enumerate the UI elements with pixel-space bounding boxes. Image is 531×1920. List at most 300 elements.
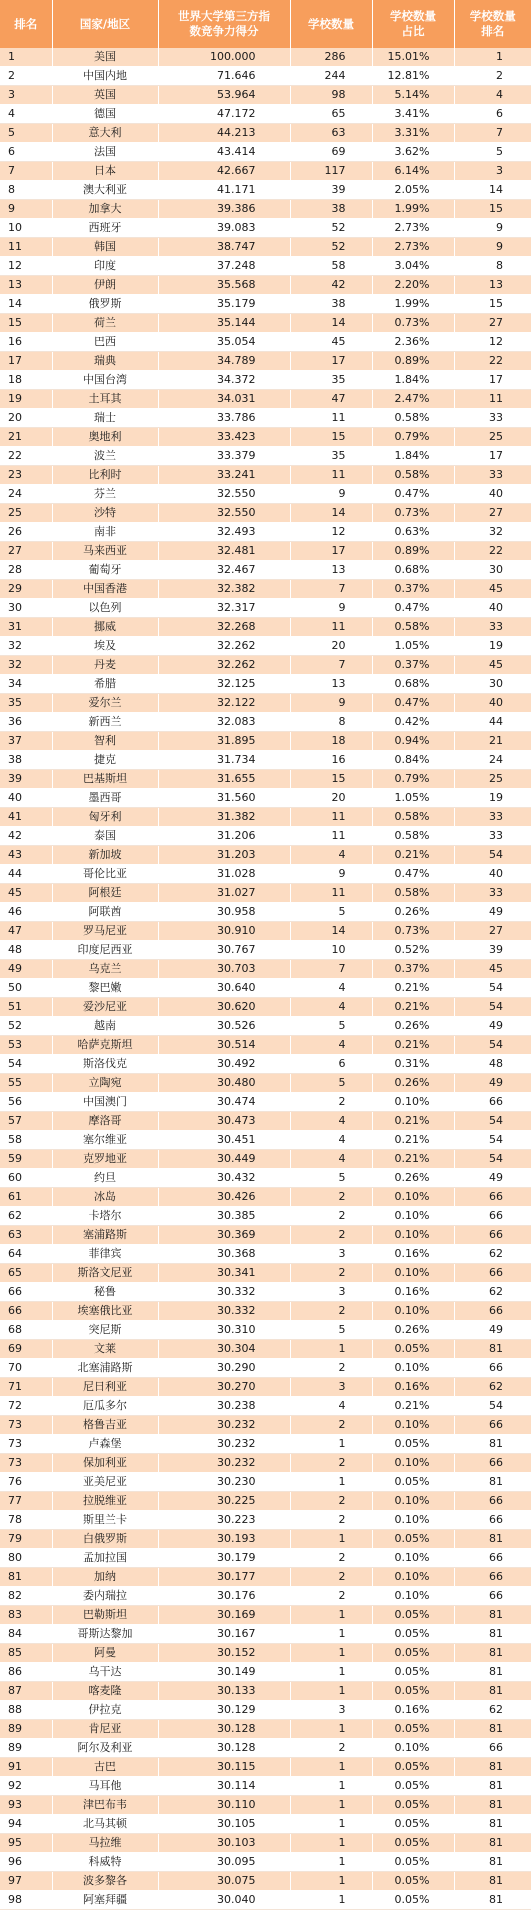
table-row [0, 1017, 531, 1036]
table-row [0, 276, 531, 295]
school-count-cell: 45 [290, 333, 372, 352]
region-cell: 乌干达 [52, 1663, 158, 1682]
school-count-cell: 1 [290, 1815, 372, 1834]
school-count-rank-cell: 81 [454, 1834, 531, 1853]
rank-cell: 65 [0, 1264, 52, 1283]
score-cell: 30.095 [158, 1853, 290, 1872]
school-count-rank-cell: 81 [454, 1853, 531, 1872]
region-cell: 约旦 [52, 1169, 158, 1188]
school-count-rank-cell: 40 [454, 485, 531, 504]
region-cell: 阿曼 [52, 1644, 158, 1663]
rank-cell: 68 [0, 1321, 52, 1340]
school-count-rank-cell: 49 [454, 1321, 531, 1340]
school-share-cell: 1.99% [372, 200, 454, 219]
score-cell: 30.480 [158, 1074, 290, 1093]
score-cell: 30.910 [158, 922, 290, 941]
school-count-cell: 2 [290, 1226, 372, 1245]
table-row [0, 1397, 531, 1416]
score-cell: 30.232 [158, 1435, 290, 1454]
school-count-cell: 6 [290, 1055, 372, 1074]
region-cell: 加纳 [52, 1568, 158, 1587]
school-count-cell: 69 [290, 143, 372, 162]
school-share-cell: 15.01% [372, 48, 454, 67]
school-share-cell: 0.10% [372, 1188, 454, 1207]
region-cell: 阿尔及利亚 [52, 1739, 158, 1758]
header-pct-line2: 占比 [401, 24, 425, 38]
table-row [0, 979, 531, 998]
table-row [0, 1207, 531, 1226]
school-count-rank-cell: 66 [454, 1549, 531, 1568]
region-cell: 埃塞俄比亚 [52, 1302, 158, 1321]
score-cell: 30.193 [158, 1530, 290, 1549]
school-count-cell: 12 [290, 523, 372, 542]
school-count-rank-cell: 22 [454, 542, 531, 561]
region-cell: 罗马尼亚 [52, 922, 158, 941]
score-cell: 30.432 [158, 1169, 290, 1188]
table-row [0, 105, 531, 124]
school-count-rank-cell: 30 [454, 561, 531, 580]
table-row [0, 637, 531, 656]
school-count-cell: 14 [290, 504, 372, 523]
school-count-rank-cell: 9 [454, 238, 531, 257]
table-row [0, 1701, 531, 1720]
school-count-cell: 14 [290, 314, 372, 333]
table-row [0, 770, 531, 789]
school-count-rank-cell: 3 [454, 162, 531, 181]
table-row [0, 561, 531, 580]
region-cell: 新西兰 [52, 713, 158, 732]
score-cell: 30.238 [158, 1397, 290, 1416]
school-count-cell: 2 [290, 1568, 372, 1587]
rank-cell: 88 [0, 1701, 52, 1720]
rank-cell: 56 [0, 1093, 52, 1112]
school-share-cell: 0.10% [372, 1492, 454, 1511]
school-share-cell: 0.79% [372, 770, 454, 789]
school-share-cell: 0.05% [372, 1872, 454, 1891]
score-cell: 34.372 [158, 371, 290, 390]
school-share-cell: 0.31% [372, 1055, 454, 1074]
score-cell: 34.789 [158, 352, 290, 371]
school-share-cell: 0.10% [372, 1549, 454, 1568]
school-count-cell: 17 [290, 352, 372, 371]
school-count-cell: 20 [290, 789, 372, 808]
school-share-cell: 1.05% [372, 789, 454, 808]
school-count-rank-cell: 14 [454, 181, 531, 200]
score-cell: 30.341 [158, 1264, 290, 1283]
school-share-cell: 0.73% [372, 922, 454, 941]
school-share-cell: 0.05% [372, 1663, 454, 1682]
school-share-cell: 0.10% [372, 1093, 454, 1112]
score-cell: 32.317 [158, 599, 290, 618]
score-cell: 31.203 [158, 846, 290, 865]
table-row [0, 1720, 531, 1739]
region-cell: 葡萄牙 [52, 561, 158, 580]
school-share-cell: 0.84% [372, 751, 454, 770]
school-count-cell: 2 [290, 1587, 372, 1606]
rank-cell: 96 [0, 1853, 52, 1872]
school-count-cell: 15 [290, 428, 372, 447]
school-count-rank-cell: 66 [454, 1188, 531, 1207]
region-cell: 以色列 [52, 599, 158, 618]
school-share-cell: 0.52% [372, 941, 454, 960]
region-cell: 摩洛哥 [52, 1112, 158, 1131]
school-count-cell: 98 [290, 86, 372, 105]
header-pct-line1: 学校数量 [390, 9, 436, 23]
region-cell: 南非 [52, 523, 158, 542]
region-cell: 越南 [52, 1017, 158, 1036]
rank-cell: 71 [0, 1378, 52, 1397]
score-cell: 30.368 [158, 1245, 290, 1264]
rank-cell: 93 [0, 1796, 52, 1815]
school-count-cell: 2 [290, 1416, 372, 1435]
school-count-rank-cell: 33 [454, 808, 531, 827]
rank-cell: 5 [0, 124, 52, 143]
region-cell: 尼日利亚 [52, 1378, 158, 1397]
school-share-cell: 0.58% [372, 409, 454, 428]
table-row [0, 1530, 531, 1549]
table-row [0, 390, 531, 409]
region-cell: 津巴布韦 [52, 1796, 158, 1815]
score-cell: 30.474 [158, 1093, 290, 1112]
region-cell: 哈萨克斯坦 [52, 1036, 158, 1055]
rank-cell: 19 [0, 390, 52, 409]
rank-cell: 42 [0, 827, 52, 846]
header-region [52, 0, 158, 48]
school-count-cell: 9 [290, 865, 372, 884]
school-count-cell: 63 [290, 124, 372, 143]
region-cell: 日本 [52, 162, 158, 181]
school-share-cell: 0.94% [372, 732, 454, 751]
school-count-cell: 1 [290, 1625, 372, 1644]
table-row [0, 257, 531, 276]
school-count-cell: 2 [290, 1549, 372, 1568]
rank-cell: 83 [0, 1606, 52, 1625]
score-cell: 30.385 [158, 1207, 290, 1226]
score-cell: 30.526 [158, 1017, 290, 1036]
table-row [0, 1188, 531, 1207]
school-count-cell: 35 [290, 447, 372, 466]
region-cell: 中国台湾 [52, 371, 158, 390]
school-share-cell: 0.05% [372, 1834, 454, 1853]
score-cell: 30.225 [158, 1492, 290, 1511]
score-cell: 30.176 [158, 1587, 290, 1606]
score-cell: 31.734 [158, 751, 290, 770]
score-cell: 30.449 [158, 1150, 290, 1169]
table-row [0, 1112, 531, 1131]
school-count-rank-cell: 25 [454, 428, 531, 447]
school-count-rank-cell: 45 [454, 960, 531, 979]
table-row [0, 580, 531, 599]
header-count-rank-line1: 学校数量 [469, 9, 516, 23]
rank-cell: 32 [0, 637, 52, 656]
region-cell: 阿塞拜疆 [52, 1891, 158, 1910]
table-row [0, 789, 531, 808]
score-cell: 41.171 [158, 181, 290, 200]
school-count-cell: 1 [290, 1340, 372, 1359]
table-row [0, 504, 531, 523]
rank-cell: 98 [0, 1891, 52, 1910]
school-count-rank-cell: 25 [454, 770, 531, 789]
school-count-rank-cell: 32 [454, 523, 531, 542]
score-cell: 30.304 [158, 1340, 290, 1359]
rank-cell: 89 [0, 1720, 52, 1739]
score-cell: 30.310 [158, 1321, 290, 1340]
school-share-cell: 2.73% [372, 238, 454, 257]
region-cell: 马耳他 [52, 1777, 158, 1796]
score-cell: 30.640 [158, 979, 290, 998]
score-cell: 30.177 [158, 1568, 290, 1587]
rank-cell: 72 [0, 1397, 52, 1416]
school-share-cell: 0.79% [372, 428, 454, 447]
school-count-rank-cell: 66 [454, 1511, 531, 1530]
region-cell: 塞浦路斯 [52, 1226, 158, 1245]
school-share-cell: 3.62% [372, 143, 454, 162]
school-count-rank-cell: 66 [454, 1739, 531, 1758]
school-count-cell: 2 [290, 1739, 372, 1758]
rank-cell: 41 [0, 808, 52, 827]
score-cell: 32.262 [158, 656, 290, 675]
table-row [0, 295, 531, 314]
school-count-rank-cell: 8 [454, 257, 531, 276]
score-cell: 31.382 [158, 808, 290, 827]
school-count-rank-cell: 19 [454, 789, 531, 808]
score-cell: 32.083 [158, 713, 290, 732]
school-count-cell: 4 [290, 846, 372, 865]
school-share-cell: 0.10% [372, 1454, 454, 1473]
school-count-cell: 1 [290, 1530, 372, 1549]
score-cell: 30.232 [158, 1416, 290, 1435]
rank-cell: 95 [0, 1834, 52, 1853]
score-cell: 32.493 [158, 523, 290, 542]
rank-cell: 27 [0, 542, 52, 561]
score-cell: 30.128 [158, 1739, 290, 1758]
school-share-cell: 0.05% [372, 1625, 454, 1644]
table-row [0, 675, 531, 694]
rank-cell: 45 [0, 884, 52, 903]
school-share-cell: 3.04% [372, 257, 454, 276]
region-cell: 美国 [52, 48, 158, 67]
school-count-cell: 15 [290, 770, 372, 789]
header-score-line1: 世界大学第三方指 [178, 9, 270, 23]
school-count-cell: 7 [290, 656, 372, 675]
rank-cell: 13 [0, 276, 52, 295]
rank-cell: 4 [0, 105, 52, 124]
table-header [0, 0, 531, 48]
school-count-rank-cell: 33 [454, 884, 531, 903]
school-count-rank-cell: 54 [454, 1150, 531, 1169]
school-count-rank-cell: 27 [454, 314, 531, 333]
score-cell: 33.423 [158, 428, 290, 447]
rank-cell: 49 [0, 960, 52, 979]
score-cell: 30.332 [158, 1283, 290, 1302]
table-row [0, 1587, 531, 1606]
school-share-cell: 0.26% [372, 1169, 454, 1188]
score-cell: 33.379 [158, 447, 290, 466]
rank-cell: 70 [0, 1359, 52, 1378]
school-share-cell: 0.16% [372, 1245, 454, 1264]
school-count-rank-cell: 81 [454, 1435, 531, 1454]
school-count-rank-cell: 66 [454, 1454, 531, 1473]
school-count-rank-cell: 45 [454, 580, 531, 599]
region-cell: 北塞浦路斯 [52, 1359, 158, 1378]
school-count-rank-cell: 66 [454, 1492, 531, 1511]
school-count-rank-cell: 81 [454, 1340, 531, 1359]
region-cell: 立陶宛 [52, 1074, 158, 1093]
school-count-cell: 2 [290, 1264, 372, 1283]
score-cell: 47.172 [158, 105, 290, 124]
score-cell: 30.270 [158, 1378, 290, 1397]
school-share-cell: 0.58% [372, 884, 454, 903]
rank-cell: 37 [0, 732, 52, 751]
school-count-rank-cell: 15 [454, 295, 531, 314]
school-count-cell: 42 [290, 276, 372, 295]
region-cell: 黎巴嫩 [52, 979, 158, 998]
table-row [0, 1321, 531, 1340]
rank-cell: 47 [0, 922, 52, 941]
score-cell: 33.241 [158, 466, 290, 485]
header-row [0, 0, 531, 48]
score-cell: 32.481 [158, 542, 290, 561]
school-count-cell: 35 [290, 371, 372, 390]
school-count-rank-cell: 49 [454, 1017, 531, 1036]
school-count-cell: 4 [290, 1112, 372, 1131]
school-count-rank-cell: 66 [454, 1207, 531, 1226]
region-cell: 塞尔维亚 [52, 1131, 158, 1150]
score-cell: 30.958 [158, 903, 290, 922]
region-cell: 印度 [52, 257, 158, 276]
table-row [0, 428, 531, 447]
table-row [0, 1872, 531, 1891]
table-row [0, 656, 531, 675]
rank-cell: 21 [0, 428, 52, 447]
rank-cell: 77 [0, 1492, 52, 1511]
region-cell: 土耳其 [52, 390, 158, 409]
rank-cell: 26 [0, 523, 52, 542]
region-cell: 波兰 [52, 447, 158, 466]
region-cell: 斯里兰卡 [52, 1511, 158, 1530]
score-cell: 32.268 [158, 618, 290, 637]
region-cell: 白俄罗斯 [52, 1530, 158, 1549]
table-row [0, 1758, 531, 1777]
school-share-cell: 0.21% [372, 979, 454, 998]
school-count-rank-cell: 33 [454, 409, 531, 428]
school-share-cell: 0.21% [372, 1036, 454, 1055]
region-cell: 波多黎各 [52, 1872, 158, 1891]
school-count-cell: 5 [290, 1074, 372, 1093]
rank-cell: 57 [0, 1112, 52, 1131]
school-share-cell: 5.14% [372, 86, 454, 105]
rank-cell: 20 [0, 409, 52, 428]
region-cell: 澳大利亚 [52, 181, 158, 200]
school-count-cell: 3 [290, 1245, 372, 1264]
table-row [0, 1682, 531, 1701]
school-count-rank-cell: 66 [454, 1093, 531, 1112]
rank-cell: 62 [0, 1207, 52, 1226]
table-row [0, 599, 531, 618]
rank-cell: 18 [0, 371, 52, 390]
school-count-cell: 1 [290, 1891, 372, 1910]
rank-cell: 11 [0, 238, 52, 257]
table-row [0, 314, 531, 333]
table-row [0, 827, 531, 846]
region-cell: 马拉维 [52, 1834, 158, 1853]
school-count-cell: 52 [290, 238, 372, 257]
school-share-cell: 0.37% [372, 580, 454, 599]
rank-cell: 7 [0, 162, 52, 181]
school-count-rank-cell: 49 [454, 1074, 531, 1093]
score-cell: 35.179 [158, 295, 290, 314]
school-count-rank-cell: 62 [454, 1245, 531, 1264]
region-cell: 古巴 [52, 1758, 158, 1777]
school-share-cell: 1.84% [372, 371, 454, 390]
region-cell: 阿根廷 [52, 884, 158, 903]
school-share-cell: 6.14% [372, 162, 454, 181]
table-row [0, 1606, 531, 1625]
school-share-cell: 0.05% [372, 1530, 454, 1549]
school-count-cell: 5 [290, 1017, 372, 1036]
rank-cell: 84 [0, 1625, 52, 1644]
score-cell: 39.386 [158, 200, 290, 219]
school-count-rank-cell: 81 [454, 1815, 531, 1834]
table-body [0, 48, 531, 1910]
score-cell: 35.144 [158, 314, 290, 333]
region-cell: 秘鲁 [52, 1283, 158, 1302]
school-share-cell: 0.73% [372, 314, 454, 333]
table-row [0, 1473, 531, 1492]
region-cell: 捷克 [52, 751, 158, 770]
rank-cell: 55 [0, 1074, 52, 1093]
rank-cell: 32 [0, 656, 52, 675]
table-row [0, 143, 531, 162]
school-count-rank-cell: 49 [454, 903, 531, 922]
school-share-cell: 0.47% [372, 865, 454, 884]
score-cell: 100.000 [158, 48, 290, 67]
score-cell: 30.128 [158, 1720, 290, 1739]
table-row [0, 219, 531, 238]
rank-cell: 23 [0, 466, 52, 485]
school-count-cell: 3 [290, 1701, 372, 1720]
region-cell: 卡塔尔 [52, 1207, 158, 1226]
region-cell: 拉脱维亚 [52, 1492, 158, 1511]
school-count-rank-cell: 81 [454, 1891, 531, 1910]
school-share-cell: 0.37% [372, 960, 454, 979]
school-count-rank-cell: 45 [454, 656, 531, 675]
school-count-cell: 1 [290, 1606, 372, 1625]
region-cell: 瑞典 [52, 352, 158, 371]
table-row [0, 1568, 531, 1587]
header-rank [0, 0, 52, 48]
region-cell: 格鲁吉亚 [52, 1416, 158, 1435]
school-count-rank-cell: 21 [454, 732, 531, 751]
rank-cell: 15 [0, 314, 52, 333]
table-row [0, 1169, 531, 1188]
school-count-cell: 4 [290, 979, 372, 998]
school-count-rank-cell: 49 [454, 1169, 531, 1188]
school-share-cell: 0.10% [372, 1511, 454, 1530]
school-count-cell: 2 [290, 1359, 372, 1378]
region-cell: 沙特 [52, 504, 158, 523]
school-share-cell: 1.84% [372, 447, 454, 466]
rank-cell: 40 [0, 789, 52, 808]
table-row [0, 1036, 531, 1055]
region-cell: 比利时 [52, 466, 158, 485]
header-region-label: 国家/地区 [79, 16, 131, 31]
score-cell: 32.382 [158, 580, 290, 599]
rank-cell: 24 [0, 485, 52, 504]
rank-cell: 91 [0, 1758, 52, 1777]
rank-cell: 28 [0, 561, 52, 580]
table-row [0, 238, 531, 257]
